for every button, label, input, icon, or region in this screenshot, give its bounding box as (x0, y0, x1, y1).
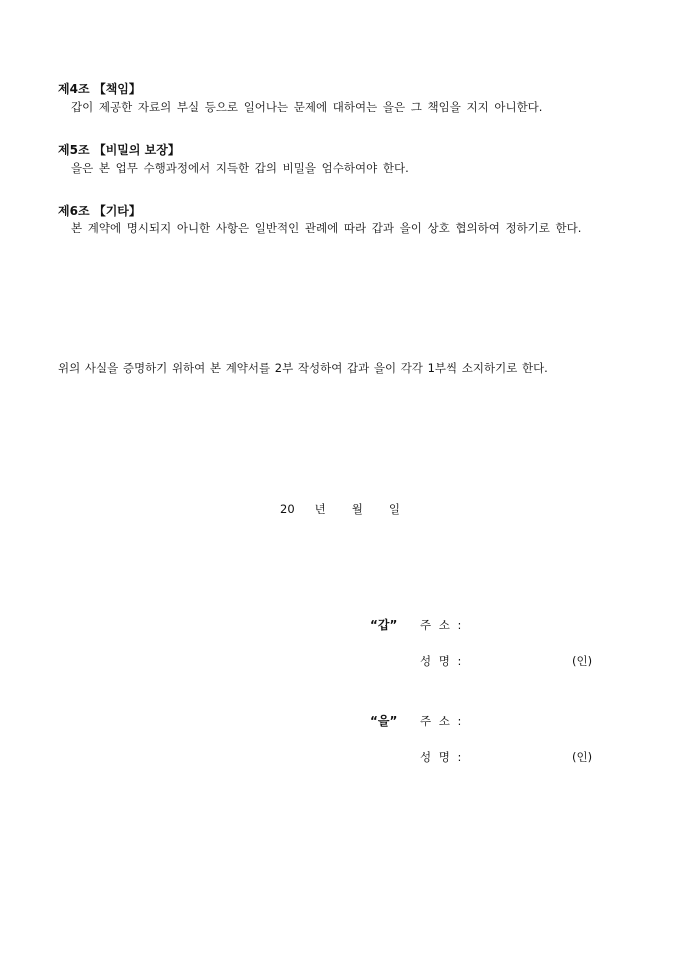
article-4-title: 제4조 【책임】 (58, 82, 141, 96)
party-b-label: “을” (370, 714, 398, 728)
date-line (0, 501, 680, 517)
article-4-body: 갑이 제공한 자료의 부실 등으로 일어나는 문제에 대하여는 을은 그 책임을 지지 아니한다. (71, 100, 543, 114)
date-day-unit: 일 (388, 502, 400, 516)
party-a-label: “갑” (370, 618, 398, 632)
party-a-name-label: 성 명 : (420, 654, 464, 668)
party-a-seal: (인) (572, 654, 593, 668)
date-year-prefix: 20 (280, 502, 295, 516)
closing-statement: 위의 사실을 증명하기 위하여 본 계약서를 2부 작성하여 갑과 을이 각각 1부씩 소지하기로 한다. (58, 361, 548, 375)
article-6-title: 제6조 【기타】 (58, 204, 141, 218)
party-b-seal: (인) (572, 750, 593, 764)
party-b-name-label: 성 명 : (420, 750, 464, 764)
article-5-title: 제5조 【비밀의 보장】 (58, 143, 180, 157)
party-a-address-label: 주 소 : (420, 618, 464, 632)
date-year-unit: 년 (314, 502, 326, 516)
party-b-address-label: 주 소 : (420, 714, 464, 728)
article-5-body: 을은 본 업무 수행과정에서 지득한 갑의 비밀을 엄수하여야 한다. (71, 161, 409, 175)
date-month-unit: 월 (351, 502, 363, 516)
article-6-body: 본 계약에 명시되지 아니한 사항은 일반적인 관례에 따라 갑과 을이 상호 협의하여 정하기로 한다. (71, 221, 582, 235)
